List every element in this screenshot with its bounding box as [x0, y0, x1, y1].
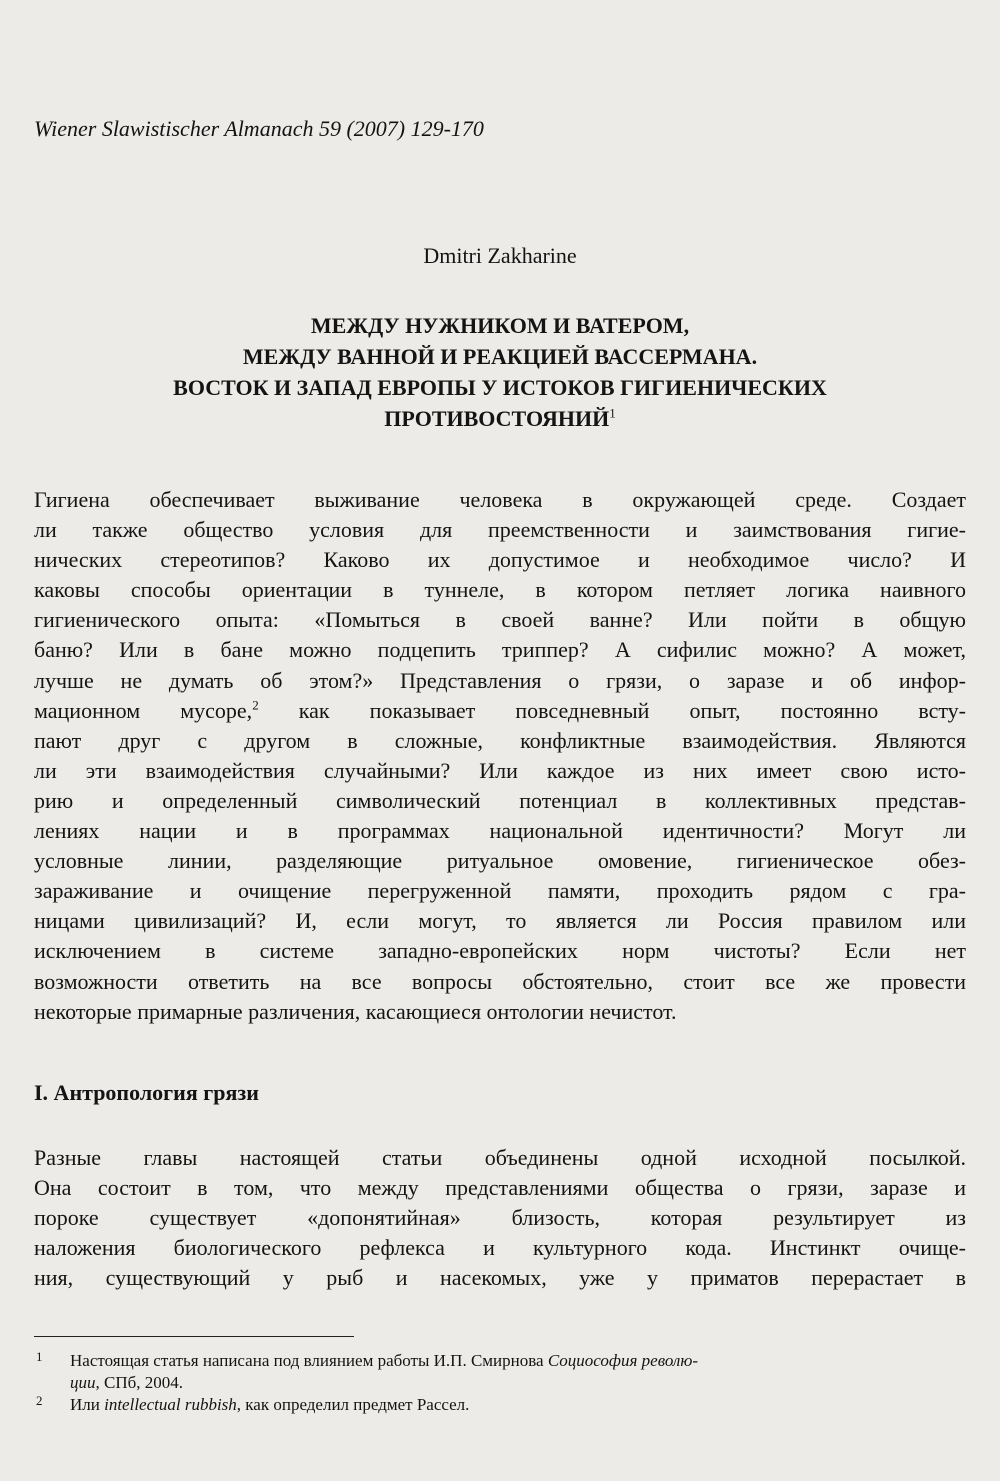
text-line: исключением в системе западно-европейских норм чистоты? Если нет	[34, 938, 966, 964]
footnote-1	[34, 1350, 966, 1394]
footnote-line	[70, 1350, 966, 1372]
title-footnote-ref: 1	[609, 405, 616, 421]
article-title	[0, 310, 1000, 434]
text-line: ницами цивилизаций? И, если могут, то является ли Россия правилом или	[34, 908, 966, 934]
text-line: зараживание и очищение перегруженной памяти, проходить рядом с гра-	[34, 878, 966, 904]
text-line: ли эти взаимодействия случайными? Или каждое из них имеет свою исто-	[34, 757, 966, 783]
footnote-text: Настоящая статья написана под влиянием работы И.П. Смирнова	[70, 1351, 548, 1370]
text-line: лучше не думать об этом?» Представления о грязи, о заразе и об инфор-	[34, 667, 966, 693]
text-line: некоторые примарные различения, касающиеся онтологии нечистот.	[34, 998, 677, 1024]
footnote-line	[70, 1372, 966, 1394]
text-line: ния, существующий у рыб и насекомых, уже у приматов перерастает в	[34, 1265, 966, 1291]
text-line: пороке существует «допонятийная» близость, которая результирует из	[34, 1205, 966, 1231]
footnote-book-title: Социософия револю-	[547, 1351, 698, 1370]
author-name: Dmitri Zakharine	[423, 243, 577, 268]
text-line	[34, 696, 966, 726]
paragraph-intro	[34, 485, 966, 1027]
title-line	[0, 403, 1000, 434]
title-line: МЕЖДУ ВАННОЙ И РЕАКЦИЕЙ ВАССЕРМАНА.	[242, 344, 758, 369]
text-line: нических стереотипов? Каково их допустимое и необходимое число? И	[34, 547, 966, 573]
text-line: гигиенического опыта: «Помыться в своей ванне? Или пойти в общую	[34, 607, 966, 633]
text-line: ли также общество условия для преемственности и заимствования гигие-	[34, 517, 966, 543]
title-line: ВОСТОК И ЗАПАД ЕВРОПЫ У ИСТОКОВ ГИГИЕНИЧЕСКИХ	[173, 375, 827, 400]
text-segment: как показывает повседневный опыт, постоянно всту-	[258, 697, 966, 723]
text-line: возможности ответить на все вопросы обстоятельно, стоит все же провести	[34, 968, 966, 994]
text-line: каковы способы ориентации в туннеле, в котором петляет логика наивного	[34, 577, 966, 603]
footnote-2	[34, 1394, 966, 1416]
section-heading: I. Антропология грязи	[34, 1080, 259, 1105]
text-line: условные линии, разделяющие ритуальное омовение, гигиеническое обез-	[34, 848, 966, 874]
text-line: лениях нации и в программах национальной идентичности? Могут ли	[34, 818, 966, 844]
footnote-number: 1	[36, 1349, 43, 1364]
footnotes	[34, 1350, 966, 1416]
title-line: МЕЖДУ НУЖНИКОМ И ВАТЕРОМ,	[310, 313, 690, 338]
footnote-text: Или	[70, 1395, 105, 1414]
text-line: пают друг с другом в сложные, конфликтные взаимодействия. Являются	[34, 727, 966, 753]
text-line: Гигиена обеспечивает выживание человека в окружающей среде. Создает	[34, 487, 966, 512]
footnote-book-title: ции	[70, 1373, 96, 1392]
footnote-italic-term: intellectual rubbish	[104, 1395, 237, 1414]
footnote-line	[70, 1394, 966, 1416]
text-segment: мационном мусоре,	[34, 697, 253, 723]
footnote-text: , как определил предмет Рассел.	[236, 1395, 470, 1414]
text-line: наложения биологического рефлекса и культурного кода. Инстинкт очище-	[34, 1235, 966, 1261]
footnote-number: 2	[36, 1393, 43, 1408]
journal-header: Wiener Slawistischer Almanach 59 (2007) 129-170	[34, 116, 484, 141]
title-line-text: ПРОТИВОСТОЯНИЙ	[384, 406, 610, 431]
text-line: баню? Или в бане можно подцепить триппер? А сифилис можно? А может,	[34, 637, 966, 663]
paragraph-section-1	[34, 1143, 966, 1293]
footnote-text: , СПб, 2004.	[95, 1373, 184, 1392]
text-line: Она состоит в том, что между представлениями общества о грязи, заразе и	[34, 1175, 966, 1201]
text-line: Разные главы настоящей статьи объединены одной исходной посылкой.	[34, 1145, 966, 1170]
text-line: рию и определенный символический потенциал в коллективных представ-	[34, 787, 966, 813]
footnote-divider	[34, 1336, 354, 1337]
footnote-ref-2: 2	[252, 697, 259, 713]
